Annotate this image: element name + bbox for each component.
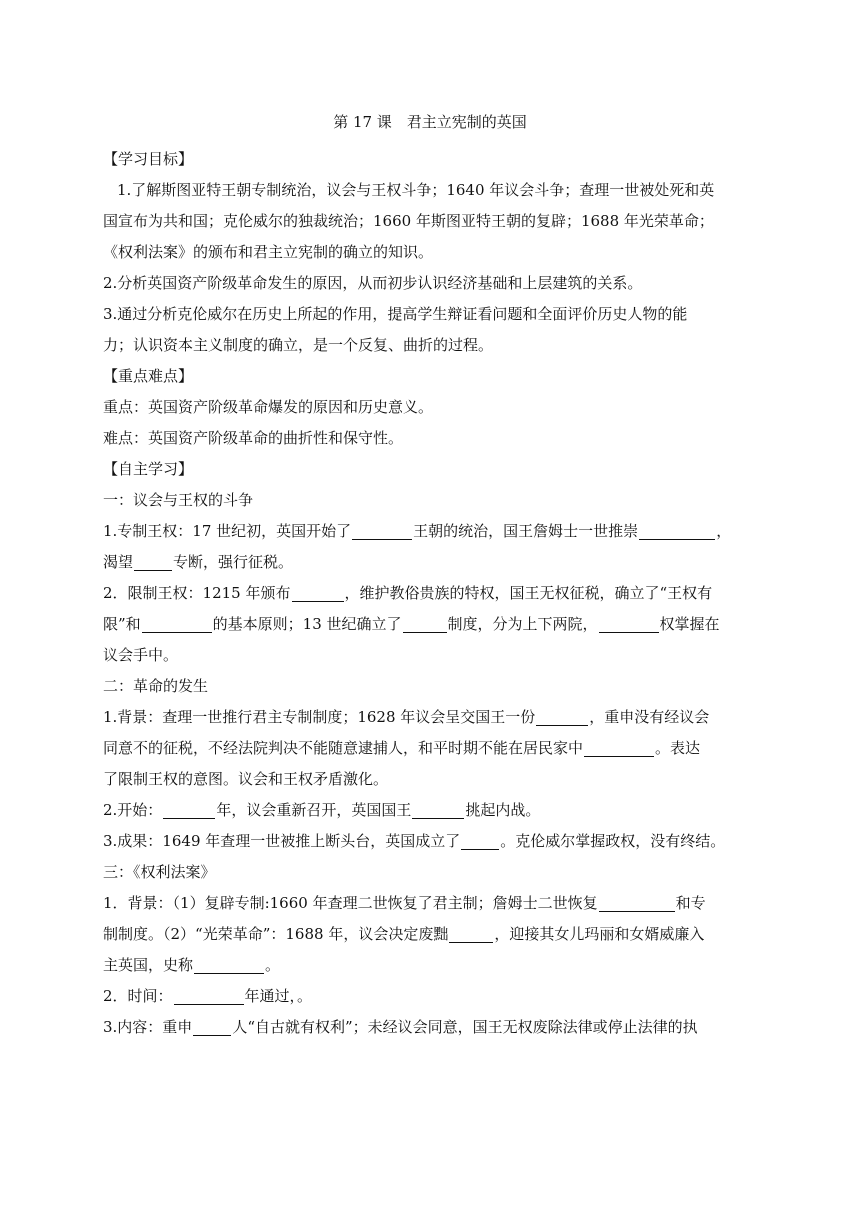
blank (412, 800, 464, 819)
blank (194, 955, 264, 974)
section-3-heading: 三：《权利法案》 (103, 863, 216, 881)
text: ，维护教俗贵族的特权，国王无权征税，确立了“王权有 (344, 584, 713, 602)
s3-q1-line-1 (103, 888, 743, 919)
blank (599, 614, 659, 633)
objective-2: 2.分析英国资产阶级革命发生的原因，从而初步认识经济基础和上层建筑的关系。 (103, 274, 643, 292)
text: 年，议会重新召开，英国国王 (216, 801, 412, 819)
blank (193, 1017, 231, 1036)
text: 1.专制王权：17 世纪初，英国开始了 (103, 522, 352, 540)
difficulty-point: 难点：英国资产阶级革命的曲折性和保守性。 (103, 429, 404, 447)
s2-q1-line-2 (103, 733, 743, 764)
text: 和专 (675, 894, 706, 912)
text: 1．背景：（1）复辟专制:1660 年查理二世恢复了君主制；詹姆士二世恢复 (103, 894, 598, 912)
blank (584, 738, 654, 757)
self-study-heading: 【自主学习】 (103, 460, 194, 478)
blank (352, 521, 412, 540)
text: 。表达 (655, 739, 701, 757)
blank (163, 800, 215, 819)
s2-q2 (103, 795, 743, 826)
text: 限”和 (103, 615, 141, 633)
text: 制度，分为上下两院， (447, 615, 598, 633)
document-body (103, 144, 743, 1043)
s3-q3 (103, 1012, 743, 1043)
text: ， (716, 522, 732, 540)
text: 主英国，史称 (103, 956, 194, 974)
text: 权掌握在 (659, 615, 720, 633)
key-point: 重点：英国资产阶级革命爆发的原因和历史意义。 (103, 398, 434, 416)
blank (639, 521, 715, 540)
s1-q1-line-2 (103, 547, 743, 578)
s1-q1-line-1 (103, 516, 743, 547)
text: ，迎接其女儿玛丽和女婿威廉入 (494, 925, 705, 943)
blank (134, 552, 172, 571)
s1-q2-line-1 (103, 578, 743, 609)
section-1-heading: 一：议会与王权的斗争 (103, 491, 254, 509)
objective-3-line-1: 3.通过分析克伦威尔在历史上所起的作用，提高学生辩证看问题和全面评价历史人物的能 (103, 305, 688, 323)
text: 3.内容：重申 (103, 1018, 193, 1036)
text: 渴望 (103, 553, 134, 571)
objective-1-line-1: 1.了解斯图亚特王朝专制统治，议会与王权斗争；1640 年议会斗争；查理一世被处死和英 (117, 181, 715, 199)
blank (449, 924, 493, 943)
s2-q1-line-3: 了限制王权的意图。议会和王权矛盾激化。 (103, 770, 389, 788)
blank (599, 893, 675, 912)
s2-q1-line-1 (103, 702, 743, 733)
text: 专断，强行征税。 (173, 553, 294, 571)
page-title: 第 17 课 君主立宪制的英国 (333, 113, 527, 131)
s3-q1-line-2 (103, 919, 743, 950)
text: 王朝的统治，国王詹姆士一世推崇 (413, 522, 639, 540)
text: 3.成果：1649 年查理一世被推上断头台，英国成立了 (103, 832, 461, 850)
s3-q1-line-3 (103, 950, 743, 981)
objective-3-line-2: 力；认识资本主义制度的确立，是一个反复、曲折的过程。 (103, 336, 494, 354)
text: 的基本原则；13 世纪确立了 (212, 615, 402, 633)
blank (403, 614, 447, 633)
s1-q2-line-2 (103, 609, 743, 640)
text: 制制度。（2）“光荣革命”：1688 年，议会决定废黜 (103, 925, 449, 943)
blank (142, 614, 212, 633)
s2-q3 (103, 826, 743, 857)
text: 2．限制王权：1215 年颁布 (103, 584, 291, 602)
text: 同意不的征税，不经法院判决不能随意逮捕人，和平时期不能在居民家中 (103, 739, 584, 757)
text: 。 (265, 956, 281, 974)
text: 人“自古就有权利”；未经议会同意，国王无权废除法律或停止法律的执 (232, 1018, 698, 1036)
section-2-heading: 二：革命的发生 (103, 677, 209, 695)
blank (461, 831, 499, 850)
text: 2.开始： (103, 801, 163, 819)
blank (292, 583, 344, 602)
blank (536, 707, 588, 726)
s3-q2 (103, 981, 743, 1012)
text: ，重申没有经议会 (589, 708, 710, 726)
s1-q2-line-3: 议会手中。 (103, 646, 179, 664)
objective-1-line-3: 《权利法案》的颁布和君主立宪制的确立的知识。 (103, 243, 434, 261)
text: 。克伦威尔掌握政权，没有终结。 (500, 832, 726, 850)
blank (174, 986, 244, 1005)
text: 年通过，。 (244, 987, 313, 1005)
text: 2．时间： (103, 987, 173, 1005)
text: 挑起内战。 (465, 801, 541, 819)
objectives-heading: 【学习目标】 (103, 150, 194, 168)
text: 1.背景：查理一世推行君主专制制度；1628 年议会呈交国王一份 (103, 708, 536, 726)
keypoints-heading: 【重点难点】 (103, 367, 194, 385)
objective-1-line-2: 国宣布为共和国；克伦威尔的独裁统治；1660 年斯图亚特王朝的复辟；1688 年光荣革命； (103, 212, 714, 230)
